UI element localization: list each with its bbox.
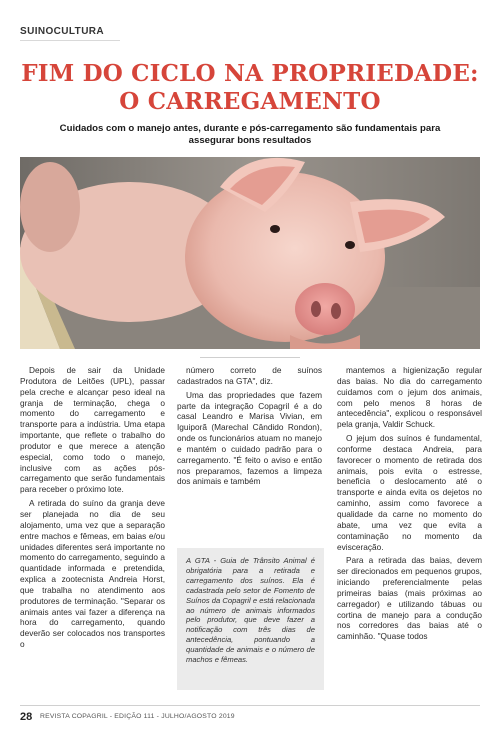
paragraph: Depois de sair da Unidade Produtora de Leitões (UPL), passar pela creche e alcançar peso ideal na granja de terminação, chega o momento do carregamento e transporte para a indústria. Uma etapa importante, que reflete o trabalho do produtor e que merece a atenção especial, como todo o manejo, inclusive com as ações pós-carregamento que serão fundamentais para receber o próximo lote.: [20, 365, 165, 495]
text-column-3: [337, 365, 482, 645]
text-column-2: [177, 365, 322, 490]
paragraph: mantemos a higienização regular das baias. No dia do carregamento cuidamos com o jejum dos animais, com pelo menos 8 horas de antecedência", explicou o responsável pela granja, Valdir Schuck.: [337, 365, 482, 430]
section-label: SUINOCULTURA: [20, 26, 105, 37]
text-column-1: [20, 365, 165, 653]
pig-photo: [20, 157, 480, 349]
paragraph: A retirada do suíno da granja deve ser planejada no dia de seu alojamento, uma vez que a separação entre machos e fêmeas, em baias e/ou unidades diferentes será importante no momento do carregamento, seguindo a quantidade informada e pretendida, explica a zootecnista Andreia Horst, que trabalha no atendimento aos produtores de terminação. "Separar os animais antes vai fazer a diferença na hora do carregamento, quando deverão ser colocados nos transportes o: [20, 498, 165, 650]
title-line-1: FIM DO CICLO NA PROPRIEDADE:: [21, 60, 479, 87]
article-subtitle: Cuidados com o manejo antes, durante e pós-carregamento são fundamentais para assegurar bons resultados: [59, 123, 441, 146]
footer-rule: [20, 705, 480, 706]
publication-info: REVISTA COPAGRIL - EDIÇÃO 111 - JULHO/AGOSTO 2019: [40, 713, 235, 720]
paragraph: Uma das propriedades que fazem parte da integração Copagril é a do casal Leandro e Marisa Vivian, em Iguiporã (Marechal Cândido Rondon), onde os funcionários atuam no manejo e mantém o cuidado padrão para o carregamento. "É feito o aviso e então nos preparamos, fazemos a limpeza dos animais e também: [177, 389, 322, 487]
paragraph: Para a retirada das baias, devem ser direcionados em pequenos grupos, iniciando preferencialmente pelas primeiras baias (mais próximas ao carregador) e utilizando tábuas ou cortina de manejo para a condução nos corredores das baias até o caminhão. "Quase todos: [337, 555, 482, 642]
pig-illustration: [20, 157, 480, 349]
article-title: [20, 60, 480, 116]
paragraph: número correto de suínos cadastrados na GTA", diz.: [177, 365, 322, 386]
title-line-2: O CARREGAMENTO: [119, 88, 381, 115]
paragraph: O jejum dos suínos é fundamental, conforme destaca Andreia, para favorecer o momento de retirada dos animais, pois evita o estresse, beneficia o deslocamento até o transporte e ainda evita os dejetos no caminho, assim como favorece a qualidade da carne no momento do abate, uma vez que evita a contaminação no momento da evisceração.: [337, 433, 482, 552]
gta-callout-box: A GTA - Guia de Trânsito Animal é obrigatória para a retirada e carregamento dos suínos. Ela é cadastrada pelo setor de Fomento de Suínos da Copagril e está relacionada ao número de animais informados pelo produtor, que deve fazer a notificação com três dias de antecedência, pontuando a quantidade de animais e o número de machos e fêmeas.: [177, 548, 324, 690]
header-rule: [20, 40, 120, 41]
divider: [200, 357, 300, 358]
page-number: 28: [20, 711, 33, 723]
